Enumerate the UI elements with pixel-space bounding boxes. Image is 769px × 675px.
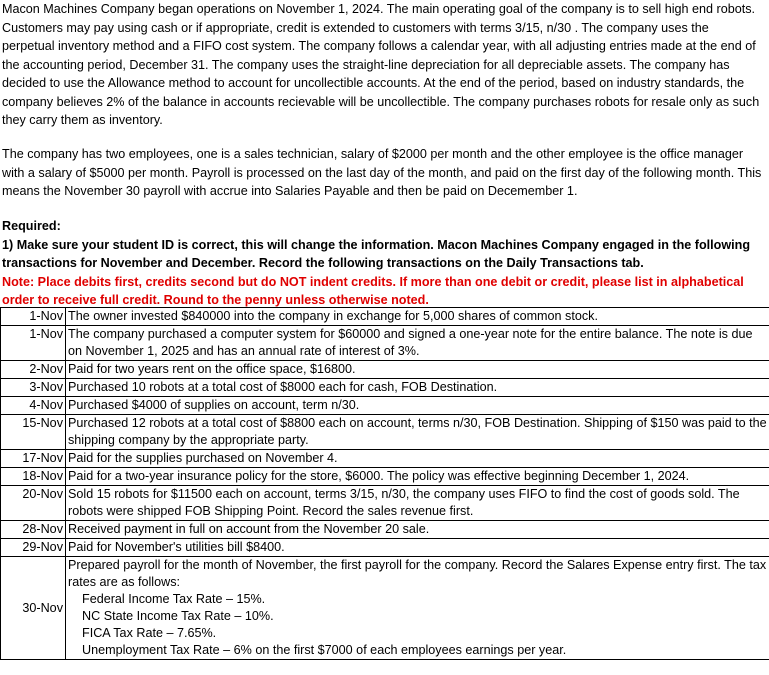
table-row	[1, 468, 769, 486]
transaction-description: Paid for the supplies purchased on November 4.	[66, 450, 769, 468]
transaction-date: 4-Nov	[1, 397, 66, 415]
table-row	[1, 326, 769, 361]
table-row	[1, 308, 769, 326]
table-row	[1, 361, 769, 379]
transactions-table	[0, 307, 769, 660]
transaction-description: Paid for two years rent on the office space, $16800.	[66, 361, 769, 379]
tax-rate-unemployment: Unemployment Tax Rate – 6% on the first $7000 of each employees earnings per year.	[82, 643, 567, 657]
intro-line-1: Macon Machines Company began operations on November 1, 2024. The main operating goal of the company is to sell high end robots. Customers may pay using cash or if appropriate, credit is extended to customers with terms 3/15, n/30 .	[2, 2, 756, 35]
transaction-date: 18-Nov	[1, 468, 66, 486]
payroll-row	[1, 557, 769, 660]
transaction-date: 17-Nov	[1, 450, 66, 468]
tax-rate-fica: FICA Tax Rate – 7.65%.	[82, 626, 217, 640]
table-row	[1, 415, 769, 450]
table-row	[1, 397, 769, 415]
transaction-description: Received payment in full on account from the November 20 sale.	[66, 521, 769, 539]
employees-paragraph: The company has two employees, one is a sales technician, salary of $2000 per month and the other employee is the office manager with a salary of $5000 per month. Payroll is processed on the last day of the month, and paid on the first day of the following month. This means the November 30 payroll with accrue into Salaries Payable and then be paid on Decemember 1.	[2, 147, 762, 198]
transaction-description: Paid for a two-year insurance policy for the store, $6000. The policy was effective beginning December 1, 2024.	[66, 468, 769, 486]
table-row	[1, 521, 769, 539]
required-instruction: 1) Make sure your student ID is correct, this will change the information. Macon Machines Company engaged in the following transactions for November and December. Record the following transactions on the Daily Transactions tab.	[2, 237, 751, 270]
required-section	[2, 217, 764, 310]
transaction-description: The owner invested $840000 into the company in exchange for 5,000 shares of common stock.	[66, 308, 769, 326]
intro-line-2: The company uses the perpetual inventory method and a FIFO cost system. The company follows a calendar year, with all adjusting entries made at the end of the accounting period, December 31. The company uses the straight-line depreciation for all depreciable assets. The company has decided to use the Allowance method to account for uncollectible accounts. At the end of the period, based on industry standards, the company believes 2% of the balance in accounts recievable will be uncollectible. The company purchases robots for resale only as such they carry them as inventory.	[2, 20, 760, 127]
transaction-description: Purchased 10 robots at a total cost of $8000 each for cash, FOB Destination.	[66, 379, 769, 397]
transaction-description: Sold 15 robots for $11500 each on account, terms 3/15, n/30, the company uses FIFO to find the cost of goods sold. The robots were shipped FOB Shipping Point. Record the sales revenue first.	[66, 486, 769, 521]
transaction-date: 1-Nov	[1, 308, 66, 326]
transaction-description: Purchased 12 robots at a total cost of $8800 each on account, terms n/30, FOB Destination. Shipping of $150 was paid to the shipping company by the appropriate party.	[66, 415, 769, 450]
required-heading: Required:	[2, 219, 61, 233]
transaction-date: 2-Nov	[1, 361, 66, 379]
transaction-description: Purchased $4000 of supplies on account, term n/30.	[66, 397, 769, 415]
required-note: Note: Place debits first, credits second but do NOT indent credits. If more than one debit or credit, please list in alphabetical order to receive full credit. Round to the penny unless otherwise noted.	[2, 274, 744, 307]
tax-rate-state: NC State Income Tax Rate – 10%.	[82, 609, 274, 623]
transaction-date: 1-Nov	[1, 326, 66, 361]
table-row	[1, 450, 769, 468]
transaction-description: The company purchased a computer system for $60000 and signed a one-year note for the entire balance. The note is due on November 1, 2025 and has an annual rate of interest of 3%.	[66, 326, 769, 361]
table-row	[1, 539, 769, 557]
transaction-date: 28-Nov	[1, 521, 66, 539]
transaction-date: 3-Nov	[1, 379, 66, 397]
table-row	[1, 379, 769, 397]
transaction-date: 20-Nov	[1, 486, 66, 521]
transaction-date: 29-Nov	[1, 539, 66, 557]
transaction-date: 15-Nov	[1, 415, 66, 450]
table-row	[1, 486, 769, 521]
transaction-description: Paid for November's utilities bill $8400.	[66, 539, 769, 557]
transaction-date: 30-Nov	[1, 557, 66, 660]
tax-rate-federal: Federal Income Tax Rate – 15%.	[82, 592, 266, 606]
intro-paragraph	[2, 0, 764, 130]
payroll-text: Prepared payroll for the month of November, the first payroll for the company. Record the Salares Expense entry first. The tax rates are as follows:	[68, 558, 767, 589]
payroll-description	[66, 557, 769, 660]
